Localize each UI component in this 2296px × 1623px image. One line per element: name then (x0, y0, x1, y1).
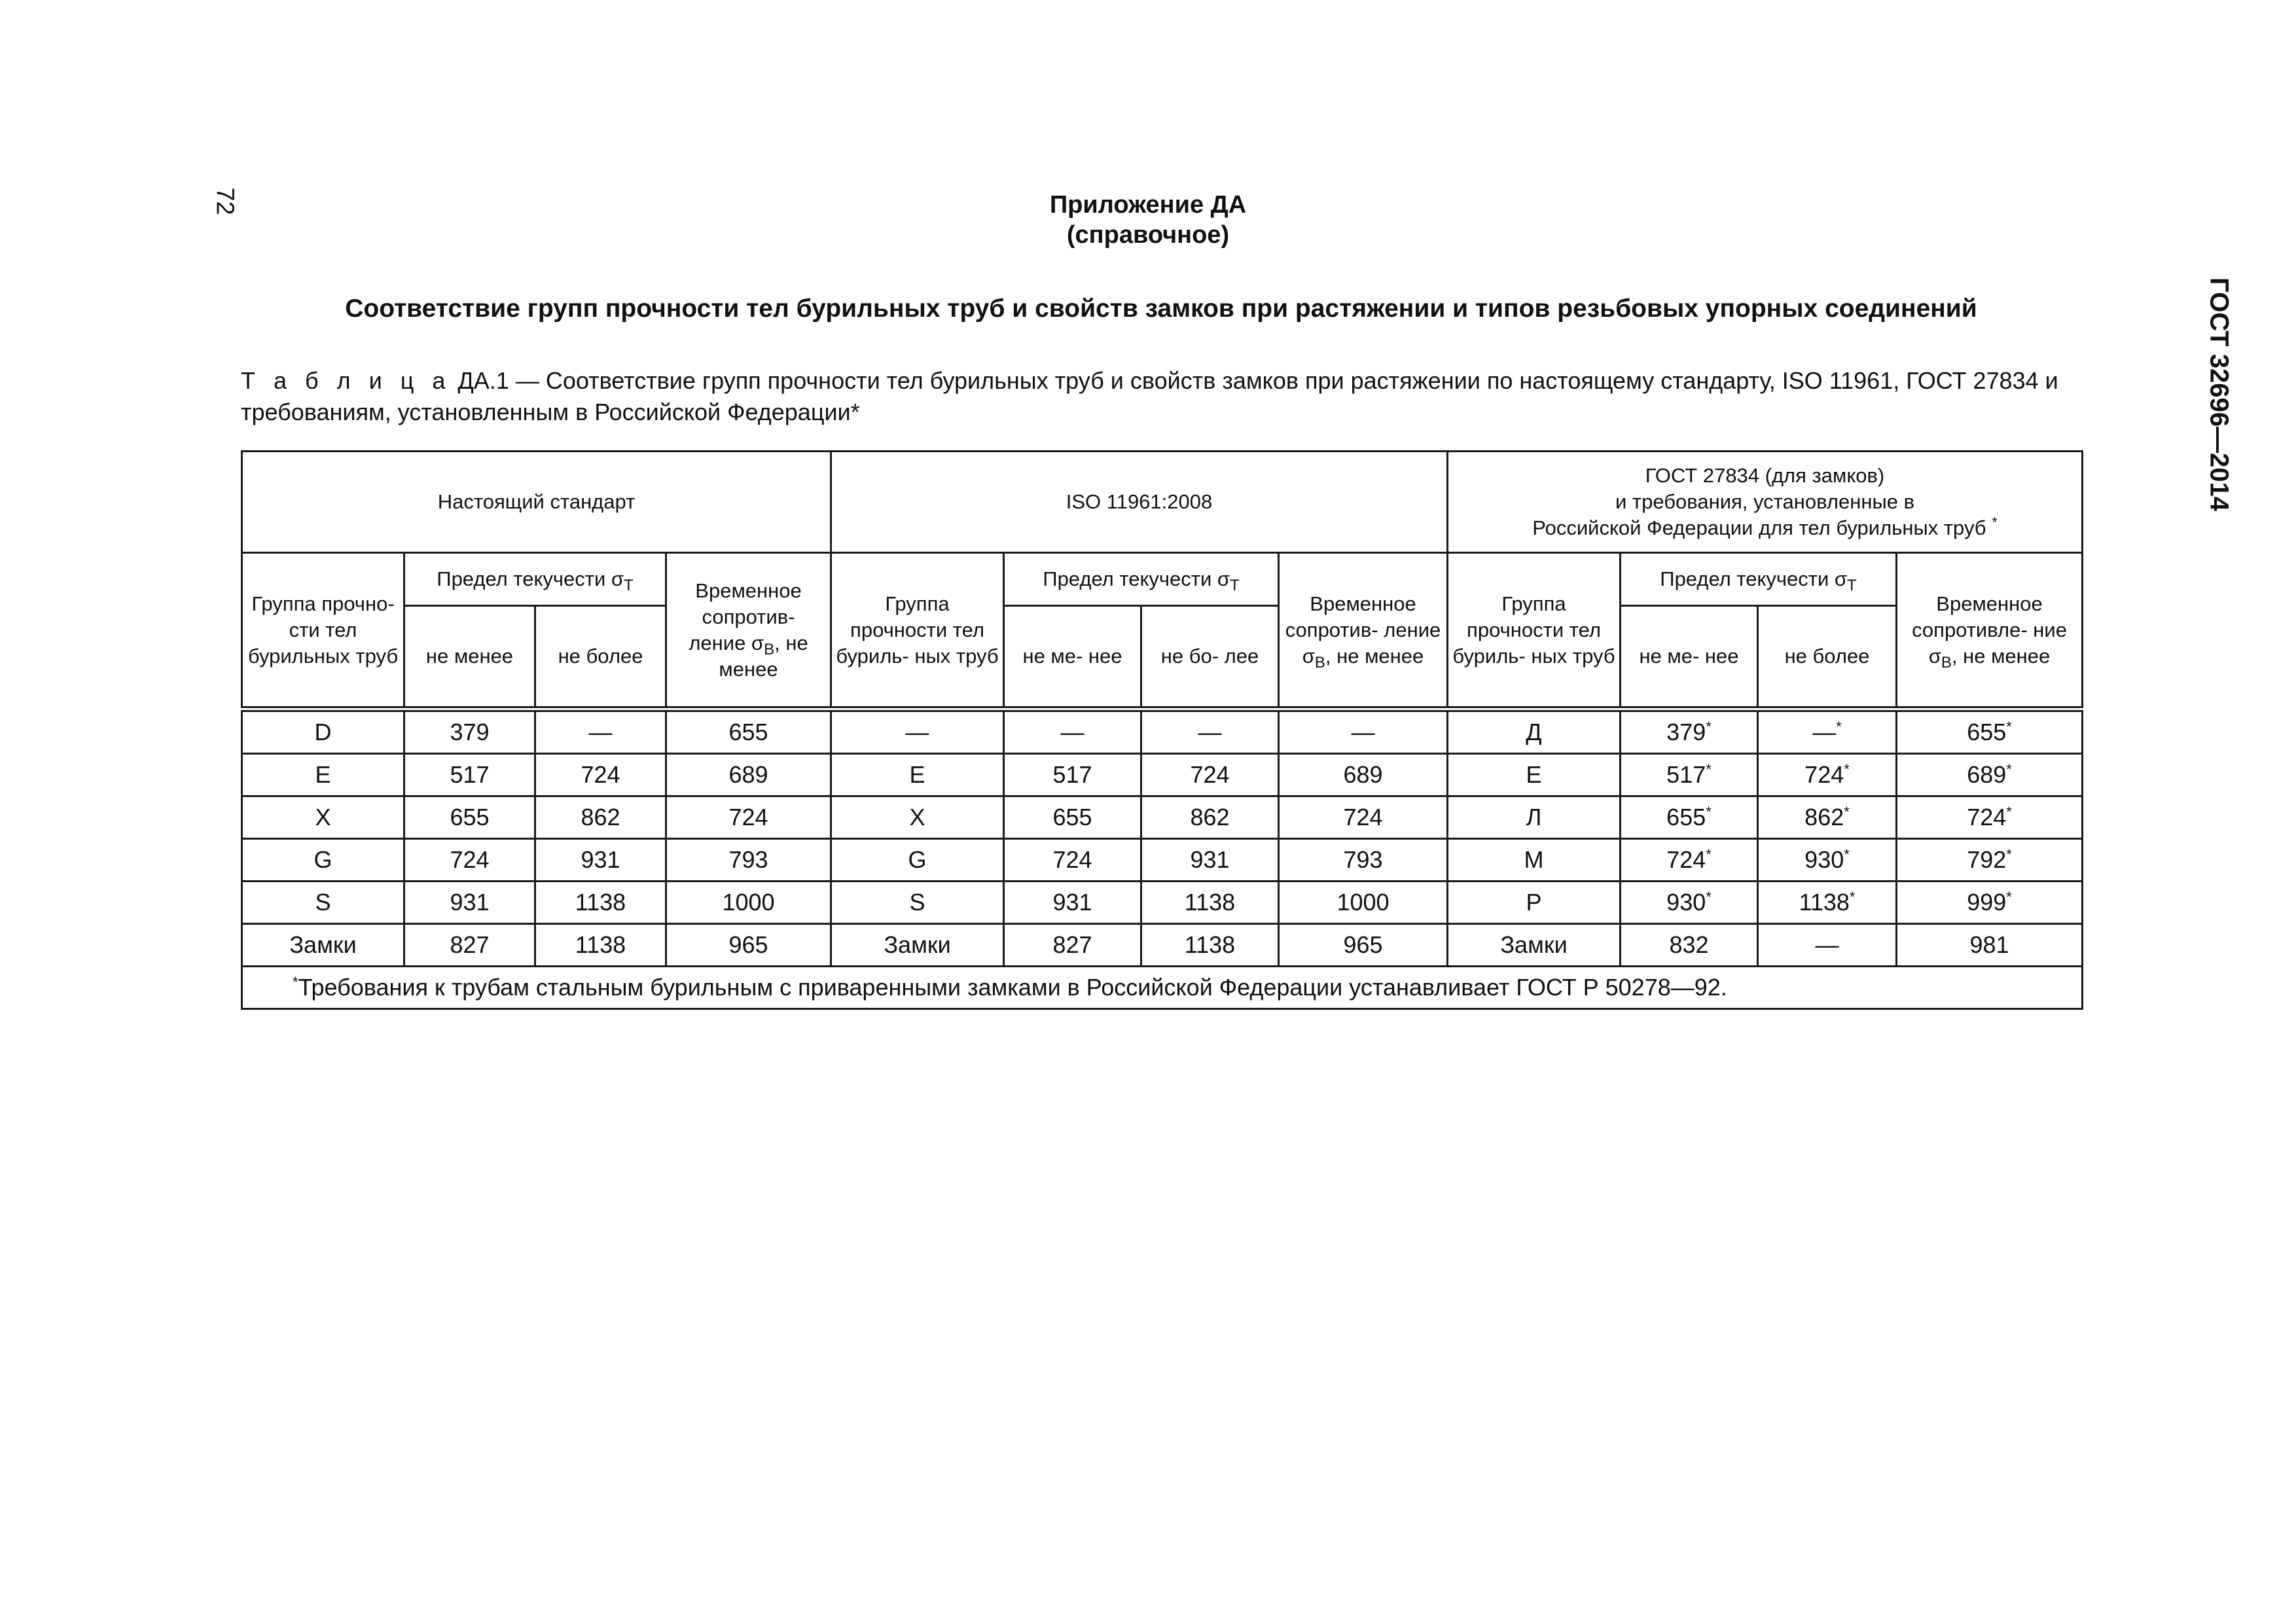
cell: 379* (1621, 709, 1758, 754)
table-row (242, 882, 2083, 924)
table-caption (241, 365, 2081, 428)
header-current-min: не менее (404, 606, 535, 709)
cell: 1138 (1141, 924, 1279, 967)
cell: 724 (1004, 839, 1141, 882)
cell: 862 (535, 796, 666, 839)
cell: 689 (1279, 754, 1448, 796)
group-gost (1448, 452, 2083, 553)
table-row (242, 796, 2083, 839)
cell: 655 (666, 709, 831, 754)
cell: 965 (1279, 924, 1448, 967)
comparison-table (241, 450, 2083, 1010)
cell: Е (1448, 754, 1621, 796)
cell: 930* (1621, 882, 1758, 924)
cell: X (831, 796, 1004, 839)
header-current-group: Группа прочно- сти тел бурильных труб (242, 553, 404, 709)
group-gost-line1: ГОСТ 27834 (для замков) (1645, 464, 1885, 487)
cell: Замки (831, 924, 1004, 967)
cell: 517 (1004, 754, 1141, 796)
cell: Замки (242, 924, 404, 967)
cell: 724* (1897, 796, 2083, 839)
header-iso-max: не бо- лее (1141, 606, 1279, 709)
cell: 930* (1758, 839, 1897, 882)
header-gost-min: не ме- нее (1621, 606, 1758, 709)
group-gost-line3: Российской Федерации для тел бурильных труб * (1532, 514, 1998, 539)
cell: 655 (404, 796, 535, 839)
cell: 689 (666, 754, 831, 796)
header-iso-yield: Предел текучести $\sigma_Т$ (1004, 553, 1279, 606)
cell: E (831, 754, 1004, 796)
cell: — (535, 709, 666, 754)
cell: 517 (404, 754, 535, 796)
appendix-subtitle: (справочное) (1066, 221, 1230, 249)
cell: Д (1448, 709, 1621, 754)
cell: — (1758, 924, 1897, 967)
group-iso: ISO 11961:2008 (831, 452, 1448, 553)
header-gost-group: Группа прочности тел буриль- ных труб (1448, 553, 1621, 709)
cell: 1000 (1279, 882, 1448, 924)
cell: G (242, 839, 404, 882)
caption-text: ДА.1 — Соответствие групп прочности тел бурильных труб и свойств замков при растяжении по настоящему стандарту, ISO 11961, ГОСТ 27834 и требованиям, установленным в Российской Федерации* (241, 367, 2058, 425)
table-row (242, 709, 2083, 754)
cell: М (1448, 839, 1621, 882)
header-iso-tensile: Временное сопротив- ление $\sigma_В$, не менее (1279, 553, 1448, 709)
cell: — (1141, 709, 1279, 754)
cell: 724 (1141, 754, 1279, 796)
document-code: ГОСТ 32696—2014 (2204, 277, 2234, 511)
table-row (242, 924, 2083, 967)
cell: 1138 (535, 924, 666, 967)
cell: 931 (404, 882, 535, 924)
cell: — (1004, 709, 1141, 754)
cell: 1000 (666, 882, 831, 924)
appendix-heading (0, 190, 2296, 250)
cell: G (831, 839, 1004, 882)
cell: 724 (1279, 796, 1448, 839)
cell: 1138* (1758, 882, 1897, 924)
cell: 724 (666, 796, 831, 839)
cell: 1138 (535, 882, 666, 924)
cell: 655* (1897, 709, 2083, 754)
header-iso-group: Группа прочности тел буриль- ных труб (831, 553, 1004, 709)
cell: S (831, 882, 1004, 924)
cell: 931 (535, 839, 666, 882)
cell: Л (1448, 796, 1621, 839)
footnote: *Требования к трубам стальным бурильным с приваренными замками в Российской Федерации устанавливает ГОСТ Р 50278—92. (242, 967, 2083, 1009)
cell: 655* (1621, 796, 1758, 839)
cell: 832 (1621, 924, 1758, 967)
footnote-row (242, 967, 2083, 1009)
cell: 689* (1897, 754, 2083, 796)
cell: —* (1758, 709, 1897, 754)
header-gost-max: не более (1758, 606, 1897, 709)
section-title: Соответствие групп прочности тел бурильных труб и свойств замков при растяжении и типов резьбовых упорных соединений (345, 294, 1977, 323)
cell: 1138 (1141, 882, 1279, 924)
cell: 792* (1897, 839, 2083, 882)
appendix-title: Приложение ДА (1049, 191, 1247, 219)
cell: X (242, 796, 404, 839)
group-current-standard: Настоящий стандарт (242, 452, 831, 553)
cell: 793 (1279, 839, 1448, 882)
header-current-yield: Предел текучести $\sigma_Т$ (404, 553, 666, 606)
cell: 724 (535, 754, 666, 796)
cell: 379 (404, 709, 535, 754)
cell: 655 (1004, 796, 1141, 839)
caption-prefix: Т а б л и ц а (241, 367, 452, 394)
table-row (242, 754, 2083, 796)
header-gost-tensile: Временное сопротивле- ние $\sigma_В$, не менее (1897, 553, 2083, 709)
cell: 517* (1621, 754, 1758, 796)
cell: 827 (1004, 924, 1141, 967)
header-current-tensile: Временное сопротив- ление $\sigma_В$, не менее (666, 553, 831, 709)
cell: S (242, 882, 404, 924)
cell: — (831, 709, 1004, 754)
cell: 965 (666, 924, 831, 967)
cell: 862* (1758, 796, 1897, 839)
table-row (242, 839, 2083, 882)
column-header-row-2 (242, 606, 2083, 709)
cell: 999* (1897, 882, 2083, 924)
cell: 724 (404, 839, 535, 882)
page-number: 72 (211, 187, 239, 215)
cell: — (1279, 709, 1448, 754)
cell: E (242, 754, 404, 796)
cell: 724* (1758, 754, 1897, 796)
cell: 862 (1141, 796, 1279, 839)
header-gost-yield: Предел текучести $\sigma_Т$ (1621, 553, 1897, 606)
cell: 724* (1621, 839, 1758, 882)
cell: D (242, 709, 404, 754)
cell: Замки (1448, 924, 1621, 967)
column-header-row-1 (242, 553, 2083, 606)
group-gost-line2: и требования, установленные в (1615, 490, 1915, 513)
header-iso-min: не ме- нее (1004, 606, 1141, 709)
cell: 931 (1004, 882, 1141, 924)
cell: 931 (1141, 839, 1279, 882)
cell: 827 (404, 924, 535, 967)
cell: Р (1448, 882, 1621, 924)
cell: 793 (666, 839, 831, 882)
header-current-max: не более (535, 606, 666, 709)
group-header-row (242, 452, 2083, 553)
cell: 981 (1897, 924, 2083, 967)
